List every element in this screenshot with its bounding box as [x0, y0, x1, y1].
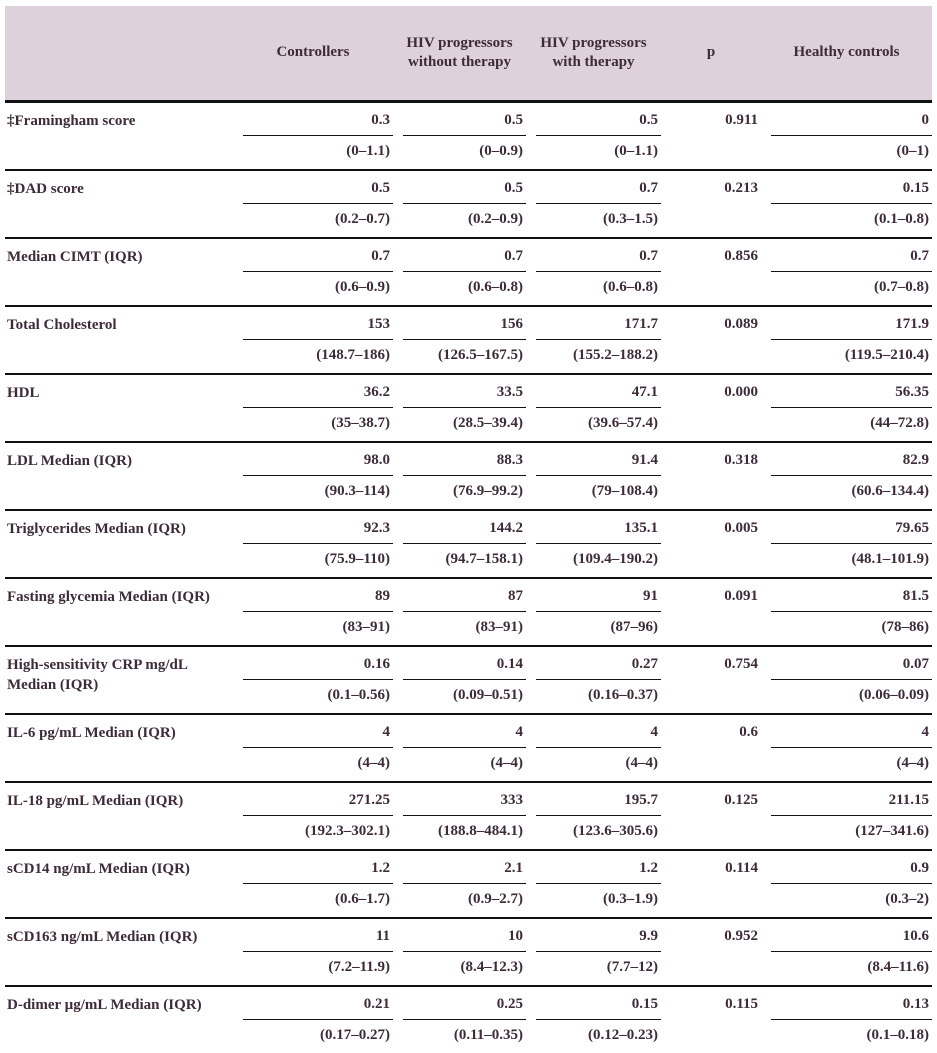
iqr-progressors-without-therapy: (8.4–12.3)	[460, 959, 523, 975]
iqr-healthy-controls: (0.3–2)	[885, 891, 929, 907]
iqr-progressors-with-therapy: (4–4)	[625, 755, 658, 771]
iqr-progressors-without-therapy: (126.5–167.5)	[438, 347, 523, 363]
iqr-progressors-with-therapy: (109.4–190.2)	[573, 551, 658, 567]
median-progressors-without-therapy: 88.3	[403, 443, 526, 476]
row-label: sCD14 ng/mL Median (IQR)	[7, 861, 190, 877]
median-healthy-controls: 79.65	[771, 511, 932, 544]
median-controllers: 153	[243, 307, 393, 340]
p-value: 0.856	[724, 248, 758, 264]
table-row	[5, 851, 932, 919]
iqr-healthy-controls: (4–4)	[896, 755, 929, 771]
median-healthy-controls: 4	[771, 715, 932, 748]
median-controllers: 0.16	[243, 647, 393, 680]
median-progressors-with-therapy: 1.2	[536, 851, 661, 884]
table-row	[5, 103, 932, 171]
iqr-progressors-without-therapy: (28.5–39.4)	[453, 415, 523, 431]
iqr-healthy-controls: (0.06–0.09)	[859, 687, 929, 703]
row-label: IL-18 pg/mL Median (IQR)	[7, 793, 184, 809]
iqr-healthy-controls: (44–72.8)	[870, 415, 929, 431]
median-controllers: 271.25	[243, 783, 393, 816]
p-value: 0.318	[724, 452, 758, 468]
table-row	[5, 511, 932, 579]
median-healthy-controls: 0.13	[771, 987, 932, 1020]
median-progressors-with-therapy: 0.5	[536, 103, 661, 136]
median-progressors-with-therapy: 171.7	[536, 307, 661, 340]
row-label: IL-6 pg/mL Median (IQR)	[7, 725, 176, 741]
median-healthy-controls: 211.15	[771, 783, 932, 816]
iqr-progressors-with-therapy: (155.2–188.2)	[573, 347, 658, 363]
iqr-controllers: (148.7–186)	[316, 347, 390, 363]
p-value: 0.115	[725, 996, 758, 1012]
median-healthy-controls: 0.15	[771, 171, 932, 204]
iqr-progressors-with-therapy: (0.3–1.5)	[603, 211, 658, 227]
median-healthy-controls: 81.5	[771, 579, 932, 612]
table-header-row	[5, 6, 932, 103]
median-progressors-without-therapy: 4	[403, 715, 526, 748]
median-progressors-with-therapy: 0.15	[536, 987, 661, 1020]
median-progressors-with-therapy: 195.7	[536, 783, 661, 816]
table-row	[5, 171, 932, 239]
iqr-controllers: (0–1.1)	[346, 143, 390, 159]
row-label: Median CIMT (IQR)	[7, 249, 143, 265]
median-controllers: 4	[243, 715, 393, 748]
iqr-controllers: (90.3–114)	[324, 483, 390, 499]
iqr-progressors-with-therapy: (0.16–0.37)	[588, 687, 658, 703]
median-healthy-controls: 0.7	[771, 239, 932, 272]
iqr-healthy-controls: (60.6–134.4)	[851, 483, 929, 499]
iqr-progressors-with-therapy: (123.6–305.6)	[573, 823, 658, 839]
median-healthy-controls: 56.35	[771, 375, 932, 408]
median-progressors-without-therapy: 0.7	[403, 239, 526, 272]
median-progressors-with-therapy: 91.4	[536, 443, 661, 476]
median-progressors-without-therapy: 0.14	[403, 647, 526, 680]
iqr-progressors-without-therapy: (188.8–484.1)	[438, 823, 523, 839]
iqr-controllers: (192.3–302.1)	[305, 823, 390, 839]
row-label: High-sensitivity CRP mg/dL Median (IQR)	[7, 657, 188, 694]
iqr-healthy-controls: (0.1–0.18)	[866, 1027, 929, 1043]
table-row	[5, 919, 932, 987]
comparison-table	[5, 6, 932, 1053]
row-label: Total Cholesterol	[7, 317, 117, 333]
median-progressors-without-therapy: 87	[403, 579, 526, 612]
table-row	[5, 307, 932, 375]
median-progressors-without-therapy: 156	[403, 307, 526, 340]
median-progressors-with-therapy: 9.9	[536, 919, 661, 952]
median-progressors-without-therapy: 0.5	[403, 171, 526, 204]
iqr-progressors-without-therapy: (83–91)	[475, 619, 523, 635]
median-progressors-without-therapy: 333	[403, 783, 526, 816]
median-healthy-controls: 0.07	[771, 647, 932, 680]
median-controllers: 98.0	[243, 443, 393, 476]
median-progressors-without-therapy: 2.1	[403, 851, 526, 884]
iqr-progressors-without-therapy: (0.9–2.7)	[468, 891, 523, 907]
median-controllers: 11	[243, 919, 393, 952]
p-value: 0.005	[724, 520, 758, 536]
header-empty-cell	[5, 49, 233, 57]
p-value: 0.911	[725, 112, 758, 128]
table-row	[5, 443, 932, 511]
row-label: Fasting glycemia Median (IQR)	[7, 589, 210, 605]
median-controllers: 36.2	[243, 375, 393, 408]
header-healthy-controls: Healthy controls	[793, 44, 900, 61]
p-value: 0.952	[724, 928, 758, 944]
iqr-progressors-with-therapy: (0–1.1)	[614, 143, 658, 159]
p-value: 0.089	[724, 316, 758, 332]
median-progressors-without-therapy: 33.5	[403, 375, 526, 408]
iqr-progressors-without-therapy: (4–4)	[490, 755, 523, 771]
header-controllers: Controllers	[276, 44, 350, 61]
iqr-progressors-without-therapy: (0.2–0.9)	[468, 211, 523, 227]
median-controllers: 0.21	[243, 987, 393, 1020]
table-row	[5, 239, 932, 307]
iqr-progressors-with-therapy: (39.6–57.4)	[588, 415, 658, 431]
median-progressors-with-therapy: 4	[536, 715, 661, 748]
median-progressors-with-therapy: 0.27	[536, 647, 661, 680]
median-healthy-controls: 10.6	[771, 919, 932, 952]
median-controllers: 0.3	[243, 103, 393, 136]
p-value: 0.091	[724, 588, 758, 604]
p-value: 0.125	[724, 792, 758, 808]
iqr-healthy-controls: (0.7–0.8)	[874, 279, 929, 295]
iqr-controllers: (4–4)	[357, 755, 390, 771]
iqr-healthy-controls: (0.1–0.8)	[874, 211, 929, 227]
table-row	[5, 375, 932, 443]
iqr-progressors-without-therapy: (0–0.9)	[479, 143, 523, 159]
iqr-controllers: (0.17–0.27)	[320, 1027, 390, 1043]
iqr-controllers: (0.2–0.7)	[335, 211, 390, 227]
iqr-controllers: (35–38.7)	[331, 415, 390, 431]
table-row	[5, 647, 932, 715]
row-label: ‡Framingham score	[7, 113, 136, 129]
median-progressors-without-therapy: 144.2	[403, 511, 526, 544]
iqr-progressors-without-therapy: (0.09–0.51)	[453, 687, 523, 703]
median-controllers: 0.7	[243, 239, 393, 272]
iqr-healthy-controls: (127–341.6)	[855, 823, 929, 839]
table-row	[5, 579, 932, 647]
row-label: sCD163 ng/mL Median (IQR)	[7, 929, 198, 945]
median-healthy-controls: 0.9	[771, 851, 932, 884]
iqr-progressors-with-therapy: (87–96)	[610, 619, 658, 635]
table-row	[5, 987, 932, 1053]
iqr-progressors-without-therapy: (94.7–158.1)	[445, 551, 523, 567]
median-healthy-controls: 171.9	[771, 307, 932, 340]
iqr-progressors-with-therapy: (79–108.4)	[591, 483, 658, 499]
iqr-progressors-with-therapy: (0.6–0.8)	[603, 279, 658, 295]
p-value: 0.114	[725, 860, 758, 876]
row-label: HDL	[7, 385, 40, 401]
header-p: p	[706, 44, 716, 61]
median-controllers: 1.2	[243, 851, 393, 884]
median-progressors-with-therapy: 47.1	[536, 375, 661, 408]
median-progressors-without-therapy: 10	[403, 919, 526, 952]
header-hiv-progressors-with-therapy: HIV progressors with therapy	[540, 34, 647, 70]
median-progressors-with-therapy: 91	[536, 579, 661, 612]
iqr-healthy-controls: (78–86)	[881, 619, 929, 635]
table-row	[5, 783, 932, 851]
table-row	[5, 715, 932, 783]
row-label: Triglycerides Median (IQR)	[7, 521, 186, 537]
median-progressors-without-therapy: 0.5	[403, 103, 526, 136]
iqr-progressors-without-therapy: (0.6–0.8)	[468, 279, 523, 295]
iqr-controllers: (0.6–1.7)	[335, 891, 390, 907]
header-hiv-progressors-without-therapy: HIV progressors without therapy	[406, 34, 513, 70]
median-progressors-with-therapy: 0.7	[536, 239, 661, 272]
iqr-healthy-controls: (0–1)	[896, 143, 929, 159]
row-label: D-dimer µg/mL Median (IQR)	[7, 997, 202, 1013]
iqr-controllers: (0.6–0.9)	[335, 279, 390, 295]
iqr-progressors-with-therapy: (0.3–1.9)	[603, 891, 658, 907]
median-healthy-controls: 0	[771, 103, 932, 136]
table-body	[5, 103, 932, 1053]
iqr-progressors-without-therapy: (76.9–99.2)	[453, 483, 523, 499]
median-progressors-with-therapy: 0.7	[536, 171, 661, 204]
iqr-controllers: (75.9–110)	[324, 551, 390, 567]
p-value: 0.6	[739, 724, 758, 740]
p-value: 0.754	[724, 656, 758, 672]
median-progressors-without-therapy: 0.25	[403, 987, 526, 1020]
median-healthy-controls: 82.9	[771, 443, 932, 476]
iqr-healthy-controls: (48.1–101.9)	[851, 551, 929, 567]
iqr-healthy-controls: (119.5–210.4)	[844, 347, 929, 363]
row-label: LDL Median (IQR)	[7, 453, 133, 469]
median-controllers: 92.3	[243, 511, 393, 544]
p-value: 0.000	[724, 384, 758, 400]
p-value: 0.213	[724, 180, 758, 196]
iqr-healthy-controls: (8.4–11.6)	[867, 959, 929, 975]
median-controllers: 89	[243, 579, 393, 612]
iqr-progressors-with-therapy: (0.12–0.23)	[588, 1027, 658, 1043]
iqr-controllers: (83–91)	[342, 619, 390, 635]
iqr-controllers: (7.2–11.9)	[328, 959, 390, 975]
iqr-progressors-with-therapy: (7.7–12)	[606, 959, 658, 975]
iqr-progressors-without-therapy: (0.11–0.35)	[453, 1027, 523, 1043]
iqr-controllers: (0.1–0.56)	[327, 687, 390, 703]
median-progressors-with-therapy: 135.1	[536, 511, 661, 544]
median-controllers: 0.5	[243, 171, 393, 204]
row-label: ‡DAD score	[7, 181, 84, 197]
